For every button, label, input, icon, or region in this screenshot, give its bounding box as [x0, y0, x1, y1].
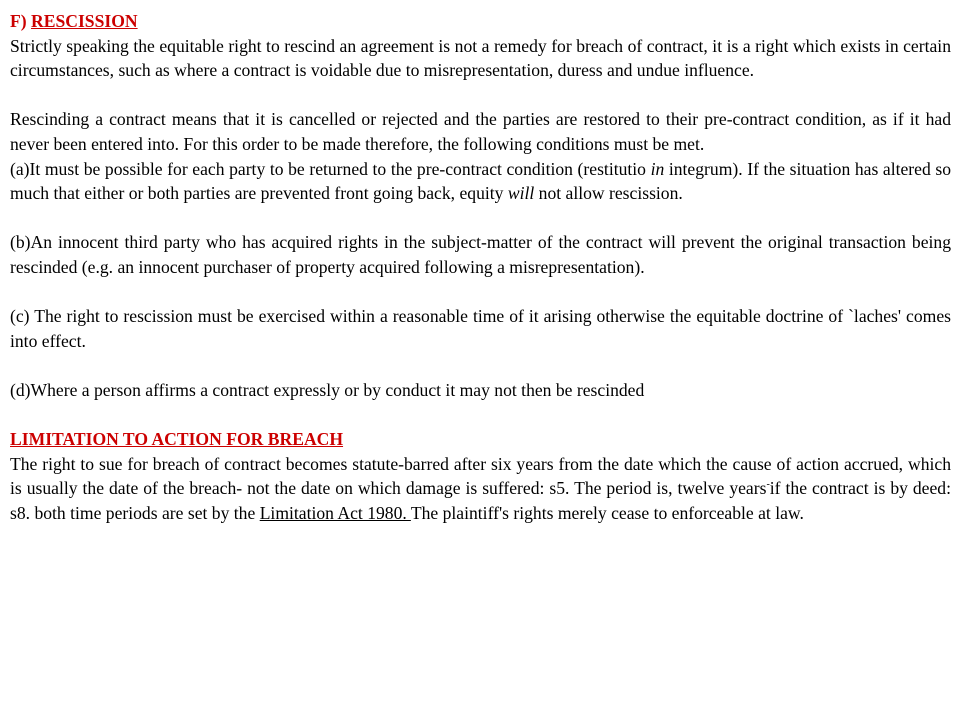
- limitation-superscript: -: [766, 479, 770, 491]
- condition-a-text-3: not allow rescission.: [534, 183, 683, 204]
- limitation-text-1: The right to sue for breach of contract becomes statute-barred after six years from the date which the cause of action accrued, which is usually the date of the breach- not the date on which damage is suffered: s5. The period is, twelve years: [10, 453, 951, 499]
- slide-body: [10, 9, 951, 525]
- limitation-text-3: The plaintiff's rights merely cease to enforceable at law.: [410, 502, 804, 523]
- condition-b: (b)An innocent third party who has acquired rights in the subject-matter of the contract will prevent the original transaction being rescinded (e.g. an innocent purchaser of property acquired following a misrepresentation).: [10, 232, 951, 277]
- condition-a-text-2: integrum). If the situation has altered so much that either or both parties are prevented front going back, equity: [10, 158, 951, 204]
- spacer: [10, 403, 951, 428]
- spacer: [10, 353, 951, 378]
- section-f-title: RESCISSION: [31, 11, 138, 31]
- rescission-paragraph-1: Strictly speaking the equitable right to rescind an agreement is not a remedy for breach of contract, it is a right which exists in certain circumstances, such as where a contract is voidable due to misrepresentation, duress and undue influence.: [10, 35, 951, 81]
- section-f-prefix: F): [10, 11, 32, 31]
- rescission-paragraph-2: Rescinding a contract means that it is cancelled or rejected and the parties are restored to their pre-contract condition, as if it had never been entered into. For this order to be made therefore, the following conditions must be met.: [10, 109, 951, 154]
- condition-d: (d)Where a person affirms a contract expressly or by conduct it may not then be rescinded: [10, 379, 645, 400]
- limitation-act-reference: Limitation Act 1980.: [259, 502, 411, 523]
- limitation-text-2: if the contract is by deed: s8. both time periods are set by the: [10, 478, 951, 523]
- condition-c: (c) The right to rescission must be exercised within a reasonable time of it arising otherwise the equitable doctrine of `laches' comes into effect.: [10, 306, 951, 351]
- condition-a-italic-1: in: [650, 158, 665, 179]
- spacer: [10, 280, 951, 305]
- spacer: [10, 206, 951, 231]
- condition-a-italic-2: will: [507, 183, 535, 204]
- condition-a-text-1: (a)It must be possible for each party to be returned to the pre-contract condition (restitutio: [10, 158, 651, 179]
- section-f-heading: [10, 9, 951, 34]
- limitation-heading: [10, 427, 951, 452]
- limitation-paragraph: [10, 452, 951, 526]
- condition-a: [10, 157, 951, 206]
- spacer: [10, 83, 951, 108]
- limitation-title: LIMITATION TO ACTION FOR BREACH: [10, 429, 344, 450]
